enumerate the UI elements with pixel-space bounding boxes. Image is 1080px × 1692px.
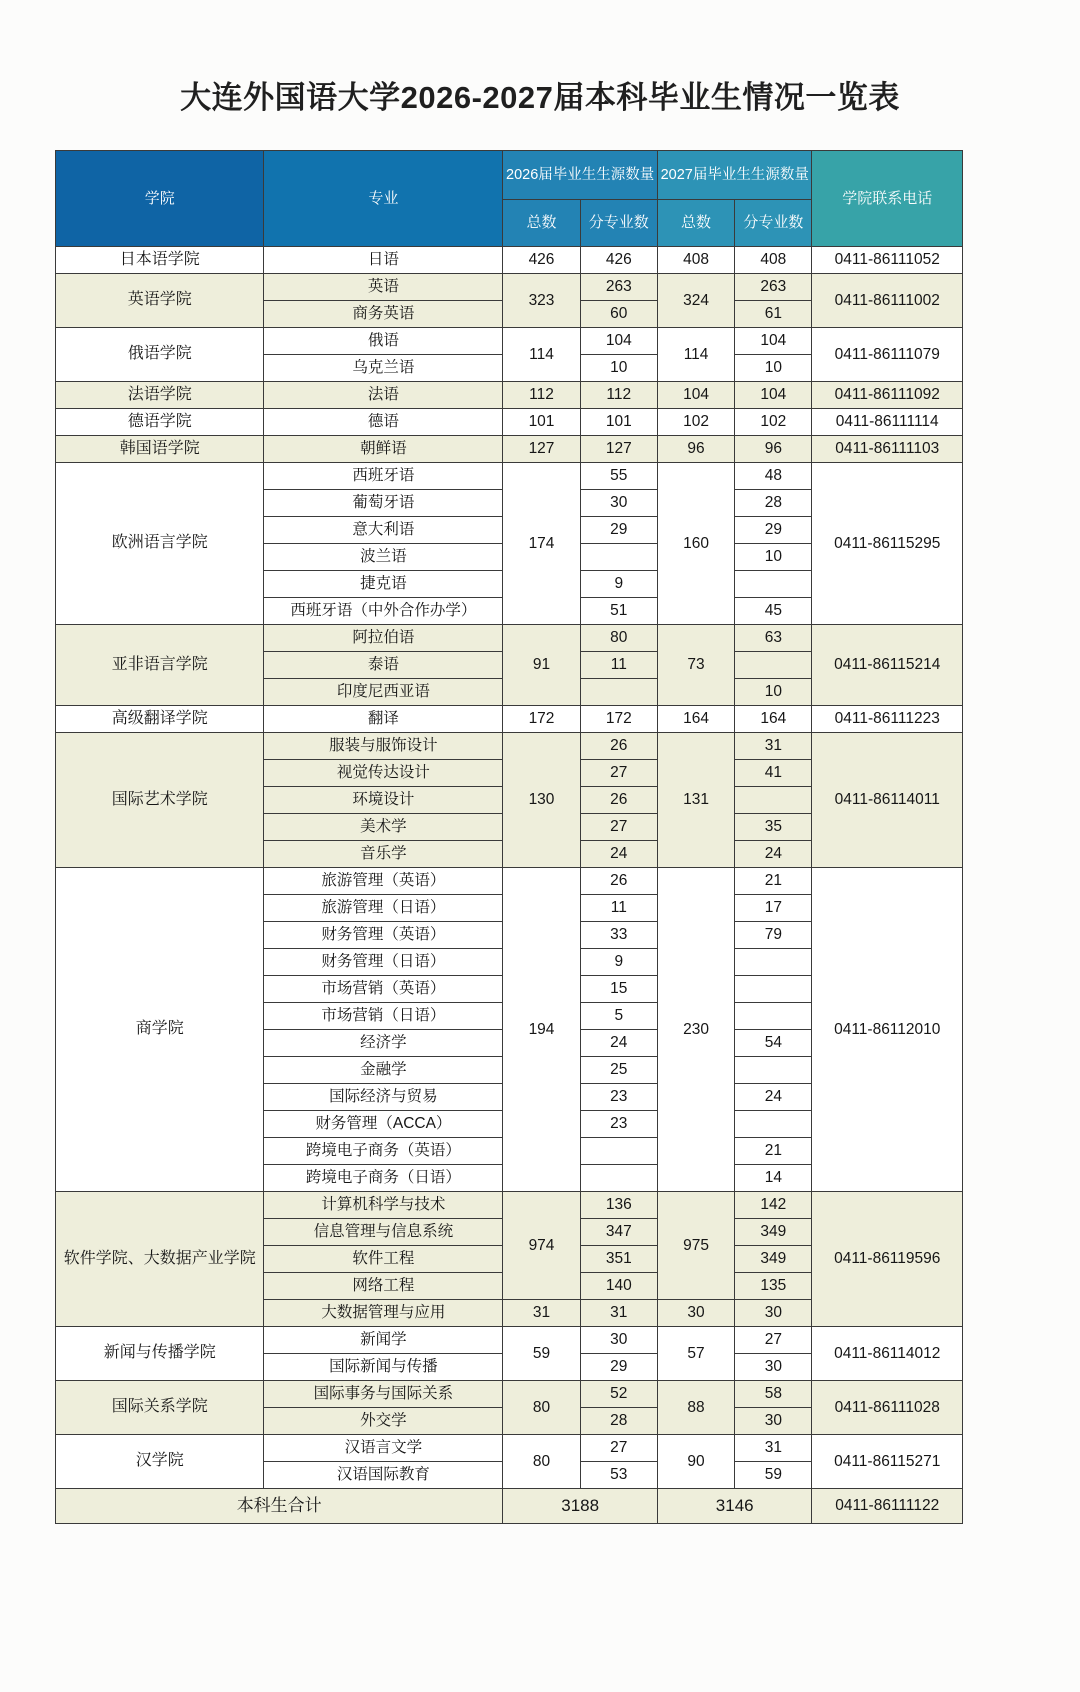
header-2026-by-major: 分专业数 xyxy=(580,200,657,247)
table-row xyxy=(56,733,963,760)
college-name-cell: 法语学院 xyxy=(56,382,264,409)
total-2026-cell: 323 xyxy=(503,274,580,328)
header-2027-total: 总数 xyxy=(657,200,734,247)
college-name-cell: 商学院 xyxy=(56,868,264,1192)
by-major-2026-cell: 80 xyxy=(580,625,657,652)
by-major-2026-cell: 10 xyxy=(580,355,657,382)
college-phone-cell: 0411-86115214 xyxy=(812,625,963,706)
by-major-2027-cell xyxy=(735,652,812,679)
major-name-cell: 外交学 xyxy=(264,1408,503,1435)
total-2026-cell: 91 xyxy=(503,625,580,706)
college-phone-cell: 0411-86111079 xyxy=(812,328,963,382)
total-2027-cell: 975 xyxy=(657,1192,734,1300)
by-major-2027-cell xyxy=(735,1003,812,1030)
by-major-2027-cell: 28 xyxy=(735,490,812,517)
by-major-2027-cell xyxy=(735,976,812,1003)
by-major-2026-cell: 30 xyxy=(580,490,657,517)
graduates-table xyxy=(55,150,963,1524)
major-name-cell: 葡萄牙语 xyxy=(264,490,503,517)
total-label: 本科生合计 xyxy=(56,1489,503,1524)
total-2026-cell: 426 xyxy=(503,247,580,274)
college-name-cell: 韩国语学院 xyxy=(56,436,264,463)
college-name-cell: 汉学院 xyxy=(56,1435,264,1489)
major-name-cell: 视觉传达设计 xyxy=(264,760,503,787)
by-major-2026-cell: 15 xyxy=(580,976,657,1003)
table-row xyxy=(56,328,963,355)
major-name-cell: 财务管理（英语） xyxy=(264,922,503,949)
college-name-cell: 软件学院、大数据产业学院 xyxy=(56,1192,264,1327)
total-2027-cell: 102 xyxy=(657,409,734,436)
major-name-cell: 计算机科学与技术 xyxy=(264,1192,503,1219)
by-major-2026-cell: 23 xyxy=(580,1084,657,1111)
by-major-2026-cell: 9 xyxy=(580,949,657,976)
total-2026-cell: 114 xyxy=(503,328,580,382)
major-name-cell: 金融学 xyxy=(264,1057,503,1084)
header-phone: 学院联系电话 xyxy=(812,151,963,247)
college-phone-cell: 0411-86111052 xyxy=(812,247,963,274)
total-2027-cell: 114 xyxy=(657,328,734,382)
college-phone-cell: 0411-86115271 xyxy=(812,1435,963,1489)
major-name-cell: 市场营销（英语） xyxy=(264,976,503,1003)
college-phone-cell: 0411-86112010 xyxy=(812,868,963,1192)
by-major-2026-cell: 30 xyxy=(580,1327,657,1354)
college-name-cell: 俄语学院 xyxy=(56,328,264,382)
header-row-top xyxy=(56,151,963,200)
major-name-cell: 大数据管理与应用 xyxy=(264,1300,503,1327)
table-row xyxy=(56,706,963,733)
by-major-2027-cell: 102 xyxy=(735,409,812,436)
by-major-2026-cell: 51 xyxy=(580,598,657,625)
major-name-cell: 新闻学 xyxy=(264,1327,503,1354)
by-major-2027-cell: 45 xyxy=(735,598,812,625)
total-2026-cell: 112 xyxy=(503,382,580,409)
total-2026-cell: 59 xyxy=(503,1327,580,1381)
by-major-2026-cell: 28 xyxy=(580,1408,657,1435)
major-name-cell: 阿拉伯语 xyxy=(264,625,503,652)
total-2027-cell: 131 xyxy=(657,733,734,868)
by-major-2026-cell: 140 xyxy=(580,1273,657,1300)
major-name-cell: 波兰语 xyxy=(264,544,503,571)
by-major-2026-cell: 24 xyxy=(580,841,657,868)
graduates-table-container xyxy=(55,150,963,1524)
by-major-2026-cell: 23 xyxy=(580,1111,657,1138)
major-name-cell: 财务管理（日语） xyxy=(264,949,503,976)
by-major-2027-cell: 142 xyxy=(735,1192,812,1219)
total-2027-cell: 88 xyxy=(657,1381,734,1435)
major-name-cell: 国际新闻与传播 xyxy=(264,1354,503,1381)
by-major-2027-cell: 10 xyxy=(735,679,812,706)
college-phone-cell: 0411-86114011 xyxy=(812,733,963,868)
total-2026-cell: 101 xyxy=(503,409,580,436)
by-major-2026-cell: 11 xyxy=(580,652,657,679)
by-major-2026-cell: 26 xyxy=(580,787,657,814)
college-phone-cell: 0411-86114012 xyxy=(812,1327,963,1381)
by-major-2027-cell: 408 xyxy=(735,247,812,274)
header-year-2026: 2026届毕业生生源数量 xyxy=(503,151,658,200)
table-header xyxy=(56,151,963,247)
by-major-2027-cell: 10 xyxy=(735,544,812,571)
total-2026-cell: 174 xyxy=(503,463,580,625)
table-row xyxy=(56,625,963,652)
by-major-2027-cell: 48 xyxy=(735,463,812,490)
total-2026-cell: 80 xyxy=(503,1381,580,1435)
college-name-cell: 国际艺术学院 xyxy=(56,733,264,868)
major-name-cell: 美术学 xyxy=(264,814,503,841)
by-major-2026-cell: 263 xyxy=(580,274,657,301)
major-name-cell: 朝鲜语 xyxy=(264,436,503,463)
by-major-2027-cell: 17 xyxy=(735,895,812,922)
by-major-2026-cell: 351 xyxy=(580,1246,657,1273)
by-major-2027-cell xyxy=(735,1057,812,1084)
by-major-2026-cell: 53 xyxy=(580,1462,657,1489)
header-college: 学院 xyxy=(56,151,264,247)
total-2027-cell: 90 xyxy=(657,1435,734,1489)
table-row xyxy=(56,436,963,463)
by-major-2026-cell: 9 xyxy=(580,571,657,598)
by-major-2027-cell: 54 xyxy=(735,1030,812,1057)
by-major-2026-cell: 27 xyxy=(580,760,657,787)
page-title: 大连外国语大学2026-2027届本科毕业生情况一览表 xyxy=(180,80,900,115)
by-major-2026-cell: 55 xyxy=(580,463,657,490)
college-name-cell: 英语学院 xyxy=(56,274,264,328)
by-major-2026-cell xyxy=(580,679,657,706)
college-phone-cell: 0411-86111223 xyxy=(812,706,963,733)
total-2027-cell: 160 xyxy=(657,463,734,625)
total-2026-cell: 130 xyxy=(503,733,580,868)
college-name-cell: 新闻与传播学院 xyxy=(56,1327,264,1381)
by-major-2026-cell: 26 xyxy=(580,868,657,895)
by-major-2027-cell: 61 xyxy=(735,301,812,328)
by-major-2026-cell: 347 xyxy=(580,1219,657,1246)
major-name-cell: 英语 xyxy=(264,274,503,301)
by-major-2027-cell: 263 xyxy=(735,274,812,301)
by-major-2027-cell: 24 xyxy=(735,841,812,868)
total-phone: 0411-86111122 xyxy=(812,1489,963,1524)
major-name-cell: 意大利语 xyxy=(264,517,503,544)
by-major-2026-cell: 25 xyxy=(580,1057,657,1084)
major-name-cell: 跨境电子商务（日语） xyxy=(264,1165,503,1192)
by-major-2026-cell: 29 xyxy=(580,1354,657,1381)
major-name-cell: 音乐学 xyxy=(264,841,503,868)
by-major-2027-cell: 21 xyxy=(735,868,812,895)
by-major-2027-cell: 96 xyxy=(735,436,812,463)
by-major-2027-cell: 35 xyxy=(735,814,812,841)
total-2027-cell: 104 xyxy=(657,382,734,409)
major-name-cell: 财务管理（ACCA） xyxy=(264,1111,503,1138)
total-2027-cell: 57 xyxy=(657,1327,734,1381)
major-name-cell: 软件工程 xyxy=(264,1246,503,1273)
major-name-cell: 乌克兰语 xyxy=(264,355,503,382)
by-major-2027-cell: 27 xyxy=(735,1327,812,1354)
table-row xyxy=(56,409,963,436)
college-name-cell: 高级翻译学院 xyxy=(56,706,264,733)
total-2027: 3146 xyxy=(657,1489,812,1524)
total-2026-cell: 80 xyxy=(503,1435,580,1489)
college-name-cell: 国际关系学院 xyxy=(56,1381,264,1435)
by-major-2027-cell: 21 xyxy=(735,1138,812,1165)
major-name-cell: 服装与服饰设计 xyxy=(264,733,503,760)
total-2026-cell: 31 xyxy=(503,1300,580,1327)
by-major-2027-cell: 30 xyxy=(735,1354,812,1381)
by-major-2026-cell: 27 xyxy=(580,814,657,841)
by-major-2026-cell: 27 xyxy=(580,1435,657,1462)
by-major-2026-cell: 5 xyxy=(580,1003,657,1030)
major-name-cell: 翻译 xyxy=(264,706,503,733)
by-major-2027-cell: 31 xyxy=(735,1435,812,1462)
by-major-2026-cell: 26 xyxy=(580,733,657,760)
college-phone-cell: 0411-86115295 xyxy=(812,463,963,625)
college-name-cell: 亚非语言学院 xyxy=(56,625,264,706)
total-2026-cell: 127 xyxy=(503,436,580,463)
by-major-2026-cell: 101 xyxy=(580,409,657,436)
major-name-cell: 印度尼西亚语 xyxy=(264,679,503,706)
total-2027-cell: 408 xyxy=(657,247,734,274)
by-major-2027-cell: 349 xyxy=(735,1246,812,1273)
table-row xyxy=(56,1192,963,1219)
major-name-cell: 商务英语 xyxy=(264,301,503,328)
by-major-2026-cell xyxy=(580,544,657,571)
college-phone-cell: 0411-86111092 xyxy=(812,382,963,409)
by-major-2027-cell: 14 xyxy=(735,1165,812,1192)
total-2027-cell: 230 xyxy=(657,868,734,1192)
major-name-cell: 汉语言文学 xyxy=(264,1435,503,1462)
by-major-2026-cell: 136 xyxy=(580,1192,657,1219)
by-major-2027-cell: 10 xyxy=(735,355,812,382)
by-major-2027-cell: 30 xyxy=(735,1408,812,1435)
header-2026-total: 总数 xyxy=(503,200,580,247)
major-name-cell: 俄语 xyxy=(264,328,503,355)
by-major-2027-cell: 29 xyxy=(735,517,812,544)
total-2026-cell: 974 xyxy=(503,1192,580,1300)
major-name-cell: 捷克语 xyxy=(264,571,503,598)
major-name-cell: 西班牙语（中外合作办学） xyxy=(264,598,503,625)
header-2027-by-major: 分专业数 xyxy=(735,200,812,247)
by-major-2027-cell: 104 xyxy=(735,382,812,409)
header-major: 专业 xyxy=(264,151,503,247)
total-2026-cell: 172 xyxy=(503,706,580,733)
college-phone-cell: 0411-86111103 xyxy=(812,436,963,463)
major-name-cell: 旅游管理（英语） xyxy=(264,868,503,895)
by-major-2027-cell: 30 xyxy=(735,1300,812,1327)
table-row xyxy=(56,247,963,274)
major-name-cell: 国际事务与国际关系 xyxy=(264,1381,503,1408)
major-name-cell: 日语 xyxy=(264,247,503,274)
table-row xyxy=(56,868,963,895)
by-major-2026-cell xyxy=(580,1165,657,1192)
major-name-cell: 旅游管理（日语） xyxy=(264,895,503,922)
by-major-2027-cell xyxy=(735,949,812,976)
college-name-cell: 欧洲语言学院 xyxy=(56,463,264,625)
by-major-2026-cell: 24 xyxy=(580,1030,657,1057)
by-major-2027-cell: 63 xyxy=(735,625,812,652)
by-major-2026-cell: 11 xyxy=(580,895,657,922)
by-major-2027-cell: 58 xyxy=(735,1381,812,1408)
by-major-2027-cell xyxy=(735,787,812,814)
major-name-cell: 国际经济与贸易 xyxy=(264,1084,503,1111)
by-major-2027-cell: 135 xyxy=(735,1273,812,1300)
by-major-2026-cell: 426 xyxy=(580,247,657,274)
total-2026-cell: 194 xyxy=(503,868,580,1192)
table-row xyxy=(56,382,963,409)
college-phone-cell: 0411-86111002 xyxy=(812,274,963,328)
total-2027-cell: 73 xyxy=(657,625,734,706)
by-major-2026-cell: 52 xyxy=(580,1381,657,1408)
by-major-2026-cell: 172 xyxy=(580,706,657,733)
by-major-2027-cell xyxy=(735,571,812,598)
by-major-2027-cell: 349 xyxy=(735,1219,812,1246)
total-2027-cell: 324 xyxy=(657,274,734,328)
college-phone-cell: 0411-86111114 xyxy=(812,409,963,436)
by-major-2027-cell: 41 xyxy=(735,760,812,787)
major-name-cell: 德语 xyxy=(264,409,503,436)
by-major-2027-cell: 59 xyxy=(735,1462,812,1489)
by-major-2026-cell: 112 xyxy=(580,382,657,409)
major-name-cell: 信息管理与信息系统 xyxy=(264,1219,503,1246)
college-name-cell: 德语学院 xyxy=(56,409,264,436)
table-row xyxy=(56,463,963,490)
by-major-2026-cell: 104 xyxy=(580,328,657,355)
by-major-2027-cell: 31 xyxy=(735,733,812,760)
major-name-cell: 经济学 xyxy=(264,1030,503,1057)
major-name-cell: 泰语 xyxy=(264,652,503,679)
table-row xyxy=(56,1381,963,1408)
total-row xyxy=(56,1489,963,1524)
by-major-2026-cell: 31 xyxy=(580,1300,657,1327)
college-phone-cell: 0411-86111028 xyxy=(812,1381,963,1435)
by-major-2027-cell: 79 xyxy=(735,922,812,949)
table-row xyxy=(56,1435,963,1462)
table-footer xyxy=(56,1489,963,1524)
total-2026: 3188 xyxy=(503,1489,658,1524)
major-name-cell: 西班牙语 xyxy=(264,463,503,490)
total-2027-cell: 30 xyxy=(657,1300,734,1327)
by-major-2026-cell: 29 xyxy=(580,517,657,544)
table-row xyxy=(56,1327,963,1354)
total-2027-cell: 164 xyxy=(657,706,734,733)
by-major-2027-cell: 24 xyxy=(735,1084,812,1111)
by-major-2027-cell: 164 xyxy=(735,706,812,733)
major-name-cell: 法语 xyxy=(264,382,503,409)
college-name-cell: 日本语学院 xyxy=(56,247,264,274)
major-name-cell: 网络工程 xyxy=(264,1273,503,1300)
total-2027-cell: 96 xyxy=(657,436,734,463)
table-body xyxy=(56,247,963,1489)
table-row xyxy=(56,274,963,301)
by-major-2026-cell: 60 xyxy=(580,301,657,328)
by-major-2027-cell: 104 xyxy=(735,328,812,355)
by-major-2027-cell xyxy=(735,1111,812,1138)
by-major-2026-cell: 33 xyxy=(580,922,657,949)
header-year-2027: 2027届毕业生生源数量 xyxy=(657,151,812,200)
college-phone-cell: 0411-86119596 xyxy=(812,1192,963,1327)
major-name-cell: 市场营销（日语） xyxy=(264,1003,503,1030)
major-name-cell: 跨境电子商务（英语） xyxy=(264,1138,503,1165)
major-name-cell: 环境设计 xyxy=(264,787,503,814)
by-major-2026-cell: 127 xyxy=(580,436,657,463)
major-name-cell: 汉语国际教育 xyxy=(264,1462,503,1489)
by-major-2026-cell xyxy=(580,1138,657,1165)
